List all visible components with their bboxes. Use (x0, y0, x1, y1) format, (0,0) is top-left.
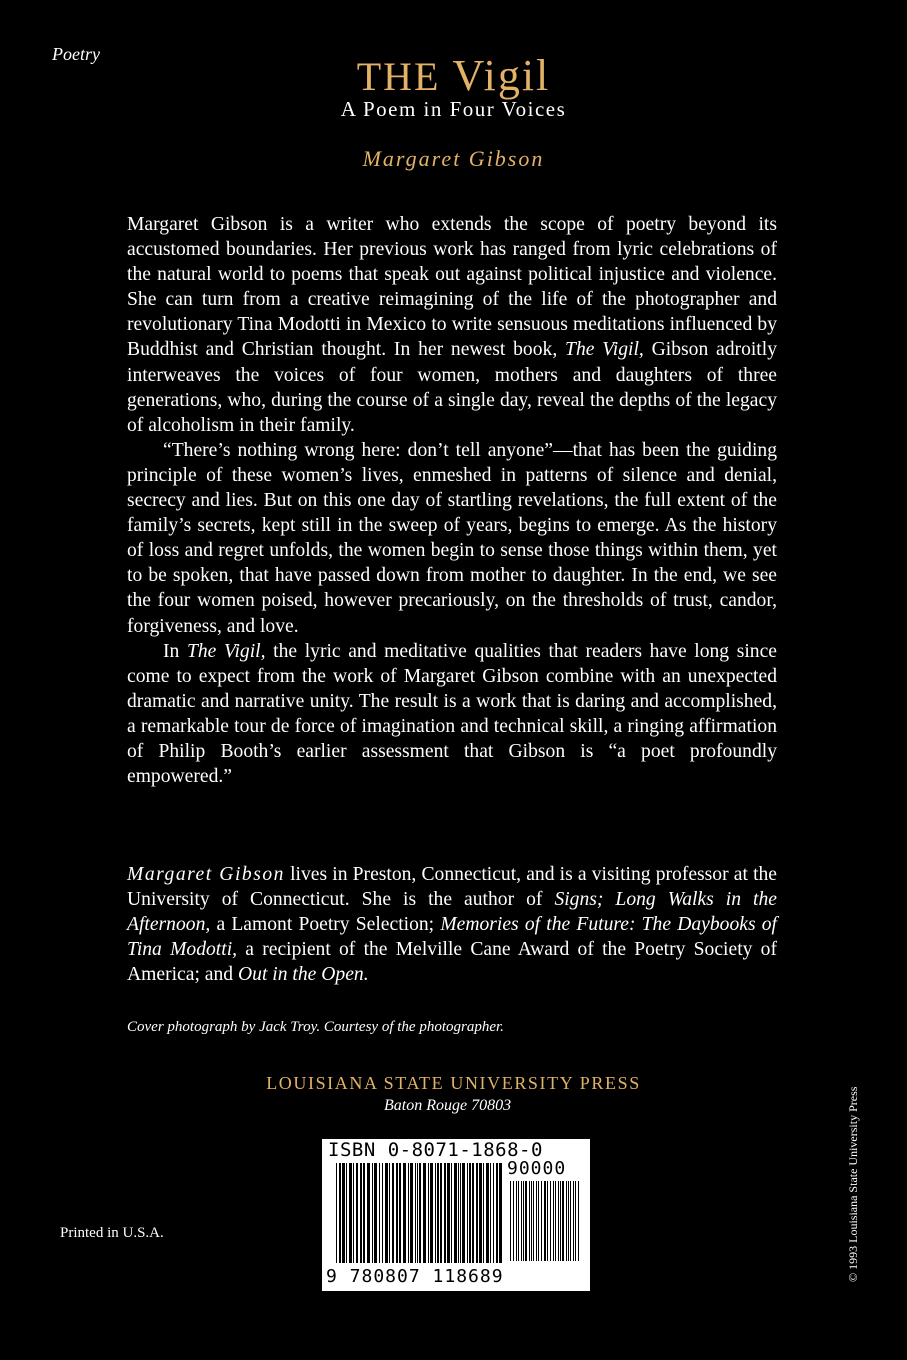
publisher-city: Baton Rouge 70803 (384, 1097, 512, 1114)
book-author: Margaret Gibson (362, 146, 545, 171)
isbn-barcode (322, 1139, 590, 1291)
barcode-bar (544, 1181, 546, 1261)
barcode-bar (573, 1181, 574, 1261)
book-description (127, 212, 777, 789)
barcode-bar (349, 1163, 352, 1263)
barcode-bar (342, 1163, 345, 1263)
barcode-bar (428, 1163, 429, 1263)
barcode-bar (392, 1163, 394, 1263)
barcode-bar (566, 1181, 567, 1261)
barcode-bar (538, 1181, 539, 1261)
barcode-bar (372, 1163, 373, 1263)
barcode-bar (560, 1181, 561, 1261)
barcode-bar (510, 1181, 511, 1261)
book-title (0, 50, 907, 101)
barcode-bar (525, 1181, 527, 1261)
price-code: 90000 (507, 1158, 567, 1179)
barcode-bar (385, 1163, 388, 1263)
barcode-bar (423, 1163, 426, 1263)
barcode-bar (408, 1163, 409, 1263)
description-paragraph-3: In The Vigil, the lyric and meditative qualities that readers have long since come to expect from the work of Margaret Gibson combine with an unexpected dramatic and narrative unity. The result is a work that is daring and accomplished, a remarkable tour de force of imagination and technical skill, a ringing affirmation of Philip Booth’s earlier assessment that Gibson is “a poet profoundly empowered.” (127, 640, 777, 788)
barcode-bar (472, 1163, 474, 1263)
barcode-bar (437, 1163, 439, 1263)
category-label: Poetry (52, 44, 100, 64)
ean-barcode-bars (336, 1163, 502, 1267)
addon-barcode-bars (510, 1181, 582, 1285)
barcode-bar (490, 1163, 491, 1263)
barcode-bar (496, 1163, 498, 1263)
printed-in-label: Printed in U.S.A. (60, 1225, 164, 1241)
barcode-bar (389, 1163, 390, 1263)
barcode-bar (379, 1163, 380, 1263)
ean-number: 9 780807 118689 (326, 1266, 504, 1287)
barcode-bar (486, 1163, 489, 1263)
barcode-bar (346, 1163, 347, 1263)
publisher-name: LOUISIANA STATE UNIVERSITY PRESS (266, 1073, 641, 1093)
barcode-bar (382, 1163, 383, 1263)
barcode-bar (479, 1163, 482, 1263)
barcode-bar (575, 1181, 576, 1261)
barcode-bar (440, 1163, 442, 1263)
barcode-bar (417, 1163, 418, 1263)
barcode-bar (531, 1181, 532, 1261)
barcode-bar (555, 1181, 556, 1261)
bio-book-2: Memories of the Future: The Daybooks of Tina Modotti, (127, 914, 777, 961)
barcode-bar (360, 1163, 362, 1263)
barcode-bar (518, 1181, 519, 1261)
barcode-bar (547, 1181, 548, 1261)
barcode-bar (521, 1181, 522, 1261)
barcode-bar (447, 1163, 450, 1263)
barcode-bar (415, 1163, 416, 1263)
barcode-bar (462, 1163, 465, 1263)
barcode-bar (435, 1163, 436, 1263)
barcode-bar (356, 1163, 358, 1263)
book-subtitle: A Poem in Four Voices (340, 97, 567, 121)
barcode-bar (499, 1163, 502, 1263)
barcode-bar (523, 1181, 524, 1261)
barcode-bar (483, 1163, 484, 1263)
barcode-bar (403, 1163, 406, 1263)
barcode-bar (536, 1181, 537, 1261)
barcode-bar (558, 1181, 559, 1261)
barcode-bar (467, 1163, 468, 1263)
title-word: Vigil (452, 51, 551, 100)
isbn-number: ISBN 0-8071-1868-0 (328, 1139, 543, 1161)
barcode-bar (444, 1163, 446, 1263)
barcode-bar (336, 1163, 337, 1263)
barcode-bar (458, 1163, 459, 1263)
barcode-bar (550, 1181, 551, 1261)
barcode-bar (529, 1181, 530, 1261)
title-article: THE (356, 54, 441, 99)
barcode-bar (460, 1163, 461, 1263)
bio-book-3: Out in the Open. (238, 964, 369, 986)
barcode-bar (578, 1181, 579, 1261)
description-paragraph-1: Margaret Gibson is a writer who extends the scope of poetry beyond its accustomed boundaries. Her previous work has ranged from lyric celebrations of the natural world to poems that speak out against political injustice and violence. She can turn from a creative reimagining of the life of the photographer and revolutionary Tina Modotti in Mexico to write sensuous meditations influenced by Buddhist and Christian thought. In her newest book, The Vigil, Gibson adroitly interweaves the voices of four women, mothers and daughters of three generations, who, during the course of a single day, reveal the depths of the legacy of alcoholism in their family. (127, 214, 777, 436)
barcode-bar (541, 1181, 542, 1261)
barcode-bar (451, 1163, 452, 1263)
barcode-bar (454, 1163, 457, 1263)
barcode-bar (476, 1163, 478, 1263)
barcode-bar (353, 1163, 354, 1263)
barcode-bar (396, 1163, 398, 1263)
description-paragraph-2: “There’s nothing wrong here: don’t tell anyone”—that has been the guiding principle of these women’s lives, enmeshed in patterns of silence and denial, secrecy and lies. But on this one day of startling revelations, the full extent of the family’s secrets, kept still in the sweep of years, begins to emerge. As the history of loss and regret unfolds, the women begin to sense those things within them, yet to be spoken, that have passed down from mother to daughter. In the end, we see the four women poised, however precariously, on the thresholds of trust, candor, forgiveness, and love. (127, 439, 777, 637)
barcode-bar (469, 1163, 471, 1263)
barcode-bar (339, 1163, 341, 1263)
barcode-bar (419, 1163, 421, 1263)
barcode-bar (399, 1163, 401, 1263)
barcode-bar (430, 1163, 433, 1263)
barcode-bar (513, 1181, 514, 1261)
copyright-notice: © 1993 Louisiana State University Press (846, 1086, 860, 1282)
author-bio: Margaret Gibson lives in Preston, Connecticut, and is a visiting professor at the University of Connecticut. She is the author of Signs; Long Walks in the Afternoon, a Lamont Poetry Selection; Memories of the Future: The Daybooks of Tina Modotti, a recipient of the Melville Cane Award of the Poetry Society of America; and Out in the Open. (127, 864, 778, 986)
bio-book-1: Signs; Long Walks in the Afternoon, (127, 889, 777, 936)
barcode-bar (570, 1181, 571, 1261)
barcode-bar (568, 1181, 569, 1261)
barcode-bar (533, 1181, 534, 1261)
barcode-bar (493, 1163, 494, 1263)
bio-author-name: Margaret Gibson (127, 864, 285, 885)
barcode-bar (553, 1181, 554, 1261)
barcode-bar (410, 1163, 413, 1263)
barcode-bar (516, 1181, 517, 1261)
barcode-bar (562, 1181, 564, 1261)
photo-credit: Cover photograph by Jack Troy. Courtesy of the photographer. (127, 1019, 504, 1035)
barcode-bar (374, 1163, 377, 1263)
barcode-bar (367, 1163, 370, 1263)
barcode-bar (363, 1163, 365, 1263)
